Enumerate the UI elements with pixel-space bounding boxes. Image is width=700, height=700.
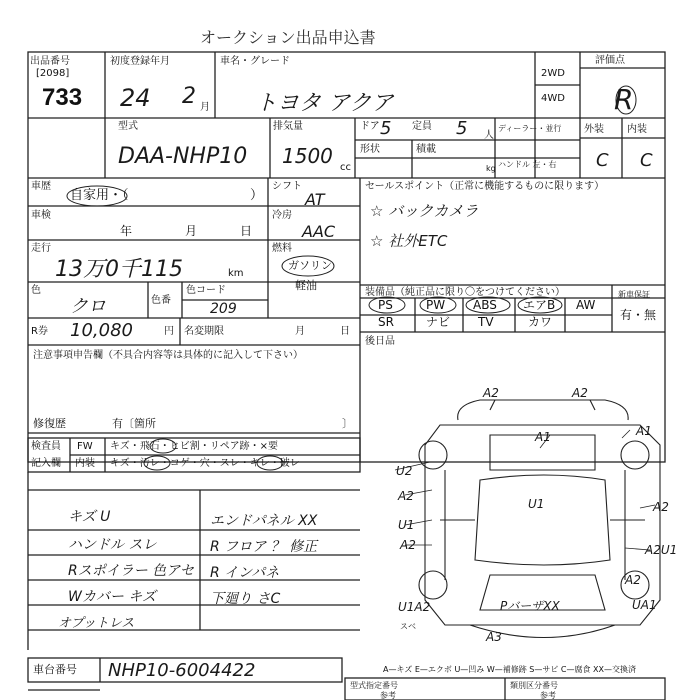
notes-label: 注意事項申告欄（不具合内容等は具体的に記入して下さい） bbox=[33, 350, 303, 361]
registration-year: 24 bbox=[120, 84, 151, 112]
fuel-label: 燃料 bbox=[272, 243, 292, 254]
drive-4wd: 4WD bbox=[541, 93, 565, 104]
chassis-type-label: 型式 bbox=[118, 121, 138, 132]
color-no-label: 色番 bbox=[151, 295, 171, 306]
model-label: 車名・グレード bbox=[220, 56, 290, 67]
mileage-unit: km bbox=[228, 268, 244, 279]
capacity-unit: 人 bbox=[484, 130, 494, 141]
equip-abs: ABS bbox=[473, 298, 497, 312]
usage-value: 自家用・（ bbox=[70, 188, 129, 203]
load-label: 積載 bbox=[416, 144, 436, 155]
remark-item: キズ U bbox=[68, 509, 111, 525]
capacity-label: 定員 bbox=[412, 121, 432, 132]
sales-point-item: ☆ 社外ETC bbox=[370, 232, 448, 250]
diagram-mark: A2 bbox=[625, 573, 641, 587]
shift-value: AT bbox=[305, 190, 325, 209]
chassis-type-value: DAA-NHP10 bbox=[118, 144, 248, 169]
remark-item: R インパネ bbox=[210, 565, 280, 581]
equip-airbag: エアB bbox=[523, 298, 556, 312]
fuel-diesel: 軽油 bbox=[295, 279, 317, 292]
remark-item: R フロア ？ 修正 bbox=[210, 539, 318, 555]
remark-item: オプットレス bbox=[58, 616, 135, 631]
mileage-value: 13万0千115 bbox=[55, 257, 183, 282]
diagram-mark: A2U1 bbox=[645, 543, 678, 557]
lot-label: 出品番号 bbox=[30, 56, 70, 67]
grade-int-label: 内装 bbox=[627, 124, 647, 135]
repair-close: 〕 bbox=[342, 417, 353, 430]
diagram-mark: A2 bbox=[400, 538, 416, 552]
inspector-label-2: 記入欄 bbox=[31, 458, 61, 469]
inspection-month: 月 bbox=[185, 224, 198, 238]
equip-aw: AW bbox=[576, 298, 596, 312]
inspector-row1: キズ・飛石・ヒビ割・リペア跡・×要 bbox=[110, 441, 278, 452]
inspector-row1-tag: FW bbox=[77, 441, 93, 452]
sales-point-label: セールスポイント（正常に機能するものに限ります） bbox=[365, 181, 605, 192]
inspection-label: 車検 bbox=[31, 210, 51, 221]
inspector-row2-tag: 内装 bbox=[75, 458, 95, 469]
ac-value: AAC bbox=[302, 222, 336, 241]
diagram-mark: UA1 bbox=[632, 598, 657, 612]
equip-leather: カワ bbox=[528, 315, 553, 329]
remark-item: Wカバー キズ bbox=[68, 589, 157, 605]
diagram-mark: U1A2 bbox=[398, 600, 431, 614]
repair-value: 有〔箇所 bbox=[112, 417, 156, 430]
equip-ps: PS bbox=[378, 298, 393, 312]
equip-sr: SR bbox=[378, 315, 394, 329]
diagram-mark: A2 bbox=[483, 386, 499, 400]
diagram-mark: A3 bbox=[486, 630, 502, 644]
chassis-no-value: NHP10-6004422 bbox=[108, 660, 256, 681]
price-label: R券 bbox=[31, 326, 48, 337]
sales-point-item-text: 社外ETC bbox=[388, 232, 448, 250]
equip-tv: TV bbox=[478, 315, 494, 329]
color-code-value: 209 bbox=[210, 301, 237, 317]
usage-label: 車歴 bbox=[31, 181, 51, 192]
footer-ref-2: 参考 bbox=[540, 691, 556, 700]
chassis-no-label: 車台番号 bbox=[33, 663, 77, 676]
ac-label: 冷房 bbox=[272, 210, 292, 221]
color-code-label: 色コード bbox=[186, 285, 226, 296]
lot-number: 733 bbox=[42, 84, 83, 111]
diagram-mark: PバーザXX bbox=[500, 599, 560, 613]
color-label: 色 bbox=[31, 285, 41, 296]
diagram-mark: A2 bbox=[653, 500, 669, 514]
sales-point-item-text: バックカメラ bbox=[388, 202, 479, 220]
remark-item: エンドパネル XX bbox=[210, 513, 318, 529]
equip-navi: ナビ bbox=[426, 315, 451, 329]
header-title-box bbox=[200, 28, 530, 48]
registration-month-unit: 月 bbox=[200, 102, 210, 113]
diagram-mark: スベ bbox=[400, 622, 416, 631]
fuel-gasoline: ガソリン bbox=[288, 259, 332, 272]
displacement-value: 1500 bbox=[282, 144, 333, 168]
page-title: オークション出品申込書 bbox=[200, 28, 376, 47]
doors-value: 5 bbox=[380, 118, 392, 139]
price-value: 10,080 bbox=[70, 320, 133, 341]
diagram-mark: A2 bbox=[572, 386, 588, 400]
displacement-unit: cc bbox=[340, 162, 351, 173]
load-unit: kg bbox=[486, 164, 496, 173]
usage-close: ） bbox=[250, 188, 264, 203]
diagram-mark: A1 bbox=[535, 430, 551, 444]
diagram-mark: A2 bbox=[398, 489, 414, 503]
model-value: トヨタ アクア bbox=[255, 91, 394, 116]
remark-item: Rスポイラー 色アセ bbox=[68, 563, 195, 579]
diagram-mark: U1 bbox=[398, 518, 415, 532]
damage-legend: A—キズ E—エクボ U—凹み W—補修跡 S—サビ C—腐食 XX—交換済 bbox=[383, 665, 637, 674]
capacity-value: 5 bbox=[456, 118, 468, 139]
equip-pw: PW bbox=[426, 298, 446, 312]
rear-seat-label: 後日品 bbox=[365, 336, 395, 347]
registration-month: 2 bbox=[182, 84, 196, 109]
color-value: クロ bbox=[70, 296, 106, 317]
equipment-label: 装備品（純正品に限り〇をつけてください） bbox=[365, 287, 565, 298]
handle-label: ハンドル 左・右 bbox=[498, 160, 557, 169]
name-change-month: 月 bbox=[295, 326, 305, 337]
grade-label: 評価点 bbox=[595, 55, 625, 66]
remark-item: 下廻り さC bbox=[210, 591, 281, 607]
drive-2wd: 2WD bbox=[541, 68, 565, 79]
inspector-row2: キズ・汚レ・コゲ・穴・スレ・キレ・破レ bbox=[110, 458, 300, 469]
inspection-day: 日 bbox=[240, 224, 253, 238]
registration-label: 初度登録年月 bbox=[110, 56, 170, 67]
sales-point-item: ☆ バックカメラ bbox=[370, 202, 479, 220]
diagram-mark: U1 bbox=[528, 497, 545, 511]
dealer-label: ディーラー・並行 bbox=[498, 124, 562, 133]
footer-ref-1: 参考 bbox=[380, 691, 396, 700]
footer-label-1: 型式指定番号 bbox=[350, 681, 398, 690]
grade-ext-value: C bbox=[596, 150, 609, 171]
remark-item: ハンドル スレ bbox=[68, 537, 157, 553]
diagram-mark: A1 bbox=[636, 424, 652, 438]
shift-label: シフト bbox=[272, 181, 302, 192]
inspection-year: 年 bbox=[120, 224, 133, 238]
grade-int-value: C bbox=[640, 150, 653, 171]
lot-code: [2098] bbox=[36, 68, 70, 79]
name-change-label: 名変期限 bbox=[184, 326, 224, 337]
grade-ext-label: 外装 bbox=[584, 124, 604, 135]
name-change-day: 日 bbox=[340, 326, 350, 337]
inspector-label-1: 検査員 bbox=[31, 441, 61, 452]
shape-label: 形状 bbox=[360, 144, 380, 155]
grade-value: R bbox=[614, 83, 634, 116]
new-car-label: 新車保証 bbox=[618, 290, 650, 299]
new-car-value: 有・無 bbox=[620, 308, 657, 322]
repair-label: 修復歴 bbox=[33, 417, 66, 430]
price-unit: 円 bbox=[164, 326, 174, 337]
diagram-mark: U2 bbox=[396, 464, 413, 478]
footer-label-2: 類別区分番号 bbox=[510, 681, 558, 690]
doors-label: ドア bbox=[360, 121, 380, 132]
displacement-label: 排気量 bbox=[273, 121, 303, 132]
mileage-label: 走行 bbox=[31, 243, 51, 254]
